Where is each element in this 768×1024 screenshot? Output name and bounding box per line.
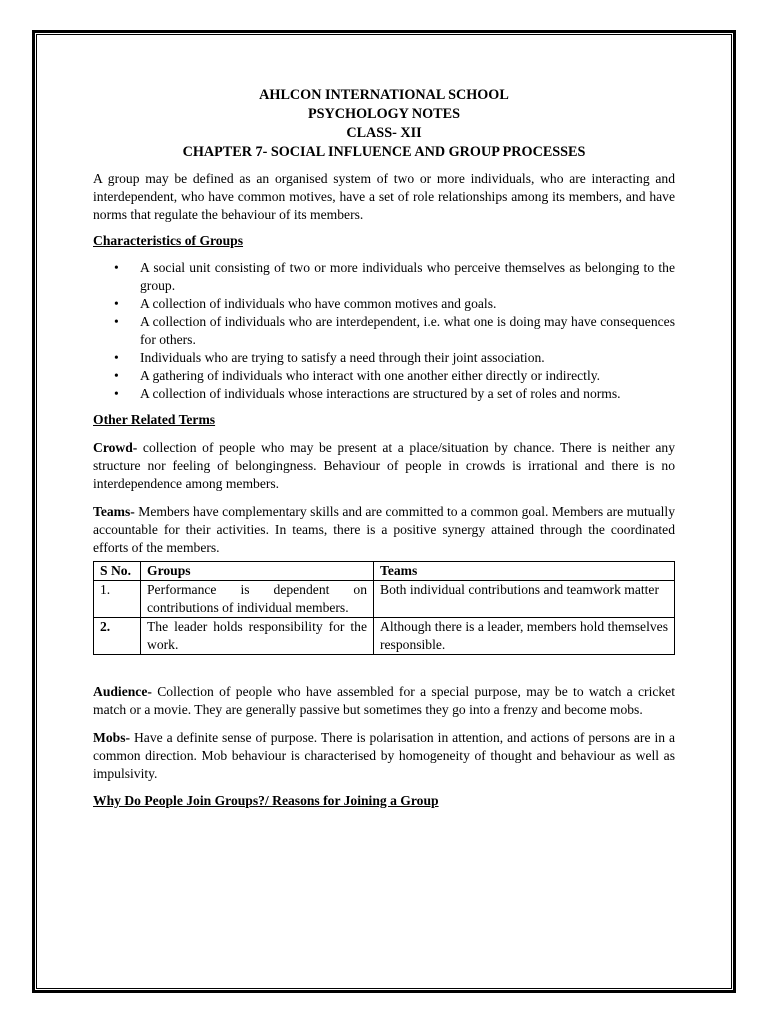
list-item: • A gathering of individuals who interact with one another either directly or indirectly. bbox=[140, 367, 675, 385]
teams-paragraph bbox=[93, 503, 675, 557]
mobs-paragraph bbox=[93, 729, 675, 783]
groups-vs-teams-table bbox=[93, 561, 675, 655]
document-body bbox=[93, 86, 675, 810]
table-cell: 2. bbox=[94, 618, 141, 655]
notes-title: PSYCHOLOGY NOTES bbox=[307, 106, 461, 122]
characteristics-heading: Characteristics of Groups bbox=[93, 233, 244, 248]
table-cell: Both individual contributions and teamwork matter bbox=[374, 581, 675, 618]
teams-definition: Members have complementary skills and are committed to a common goal. Members are mutually accountable for their activities. In teams, there is a positive synergy attained through the coordinated efforts of the members. bbox=[93, 504, 675, 555]
list-item: • Individuals who are trying to satisfy a need through their joint association. bbox=[140, 349, 675, 367]
table-header-teams: Teams bbox=[374, 562, 675, 581]
crowd-paragraph bbox=[93, 439, 675, 493]
list-item: • A collection of individuals who are interdependent, i.e. what one is doing may have consequences for others. bbox=[140, 313, 675, 349]
list-item: • A social unit consisting of two or more individuals who perceive themselves as belonging to the group. bbox=[140, 259, 675, 295]
table-cell: Performance is dependent on contributions of individual members. bbox=[141, 581, 374, 618]
audience-definition: Collection of people who have assembled for a special purpose, may be to watch a cricket match or a movie. They are generally passive but sometimes they go into a frenzy and become mobs. bbox=[93, 684, 675, 717]
table-row bbox=[94, 618, 675, 655]
table-cell: Although there is a leader, members hold themselves responsible. bbox=[374, 618, 675, 655]
crowd-term: Crowd- bbox=[93, 440, 138, 455]
intro-paragraph: A group may be defined as an organised system of two or more individuals, who are interacting and interdependent, who have common motives, have a set of role relationships among its members, and have norms that regulate the behaviour of its members. bbox=[93, 171, 675, 222]
table-cell: 1. bbox=[94, 581, 141, 618]
related-terms-heading: Other Related Terms bbox=[93, 412, 216, 427]
teams-term: Teams- bbox=[93, 504, 135, 519]
table-header-sno: S No. bbox=[94, 562, 141, 581]
table-row bbox=[94, 581, 675, 618]
list-item: • A collection of individuals who have common motives and goals. bbox=[140, 295, 675, 313]
list-item: • A collection of individuals whose interactions are structured by a set of roles and norms. bbox=[140, 385, 675, 403]
crowd-definition: collection of people who may be present at a place/situation by chance. There is neither any structure nor feeling of belongingness. Behaviour of people in crowds is irrational and there is no interdependence among members. bbox=[93, 440, 675, 491]
audience-paragraph bbox=[93, 683, 675, 719]
why-join-heading: Why Do People Join Groups?/ Reasons for Joining a Group bbox=[93, 793, 439, 808]
table-header-groups: Groups bbox=[141, 562, 374, 581]
audience-term: Audience- bbox=[93, 684, 152, 699]
table-header-row bbox=[94, 562, 675, 581]
mobs-definition: Have a definite sense of purpose. There is polarisation in attention, and actions of persons are in a common direction. Mob behaviour is characterised by homogeneity of thought and behaviour as well as impulsivity. bbox=[93, 730, 675, 781]
class-label: CLASS- XII bbox=[346, 125, 422, 141]
table-cell: The leader holds responsibility for the work. bbox=[141, 618, 374, 655]
mobs-term: Mobs- bbox=[93, 730, 131, 745]
chapter-title: CHAPTER 7- SOCIAL INFLUENCE AND GROUP PROCESSES bbox=[182, 144, 586, 160]
characteristics-list bbox=[93, 259, 675, 403]
school-name: AHLCON INTERNATIONAL SCHOOL bbox=[259, 87, 509, 103]
